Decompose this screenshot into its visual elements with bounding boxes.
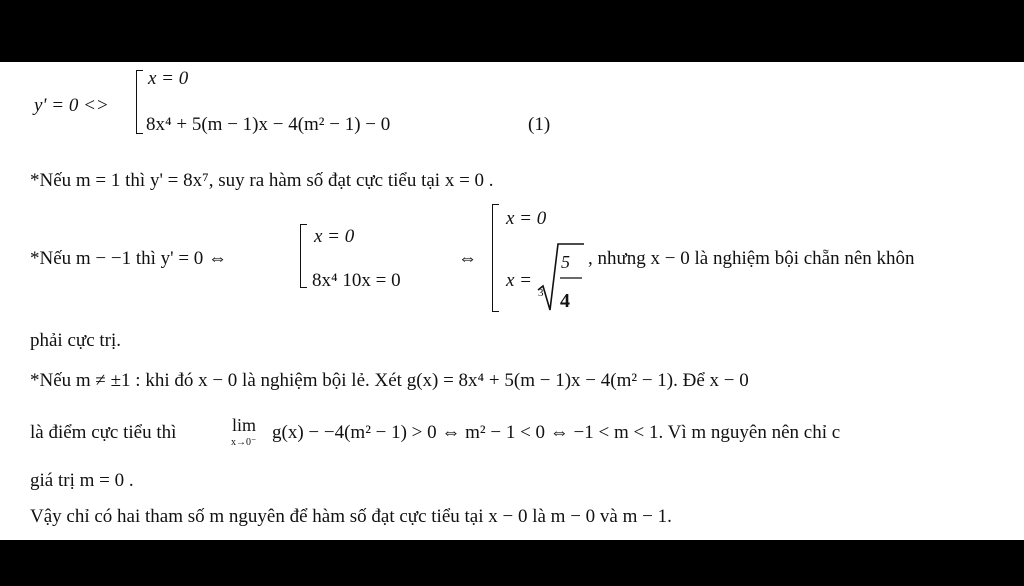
bottom-black-bar [0, 540, 1024, 586]
root-index: 3 [538, 287, 544, 299]
system-b-bracket [492, 204, 499, 312]
system1-row2: 8x⁴ + 5(m − 1)x − 4(m² − 1) − 0 [146, 114, 391, 135]
system1-row1: x = 0 [148, 68, 189, 89]
case3-line2-post: g(x) − −4(m² − 1) > 0 ⇔ m² − 1 < 0 ⇔ −1 < m < 1. Vì m nguyên nên chỉ c [272, 422, 841, 443]
equivalence-arrow: ⇔ [458, 248, 477, 269]
case2-tail-line2: phải cực trị. [30, 330, 122, 351]
top-black-bar [0, 0, 1024, 62]
system-a-bracket [300, 224, 307, 288]
system-b-x: x = [506, 270, 533, 291]
case2-lead: *Nếu m − −1 thì y' = 0 ⇔ [30, 248, 228, 269]
system1-bracket [136, 70, 143, 134]
system1-lhs: y' = 0 <> [34, 95, 109, 116]
conclusion: Vậy chỉ có hai tham số m nguyên để hàm số đạt cực tiểu tại x − 0 là m − 0 và m − 1. [30, 506, 672, 527]
limit-operator: lim [232, 415, 257, 435]
system-a-row2: 8x⁴ 10x = 0 [312, 270, 401, 291]
case3-line3: giá trị m = 0 . [30, 470, 134, 491]
case3-line2-pre: là điểm cực tiểu thì [30, 422, 177, 443]
equation-label: (1) [528, 114, 551, 135]
case-m-equals-1: *Nếu m = 1 thì y' = 8x⁷, suy ra hàm số đạt cực tiểu tại x = 0 . [30, 170, 494, 191]
system-b-row1: x = 0 [506, 208, 547, 229]
document-page [0, 62, 1024, 540]
root-denominator: 4 [560, 290, 570, 312]
case2-tail: , nhưng x − 0 là nghiệm bội chẵn nên khôn [588, 248, 915, 269]
case3-line1: *Nếu m ≠ ±1 : khi đó x − 0 là nghiệm bội lẻ. Xét g(x) = 8x⁴ + 5(m − 1)x − 4(m² − 1). Để x − 0 [30, 370, 749, 391]
system-a-row1: x = 0 [314, 226, 355, 247]
limit-subscript: x→0⁻ [231, 437, 257, 448]
root-numerator: 5 [561, 252, 570, 272]
